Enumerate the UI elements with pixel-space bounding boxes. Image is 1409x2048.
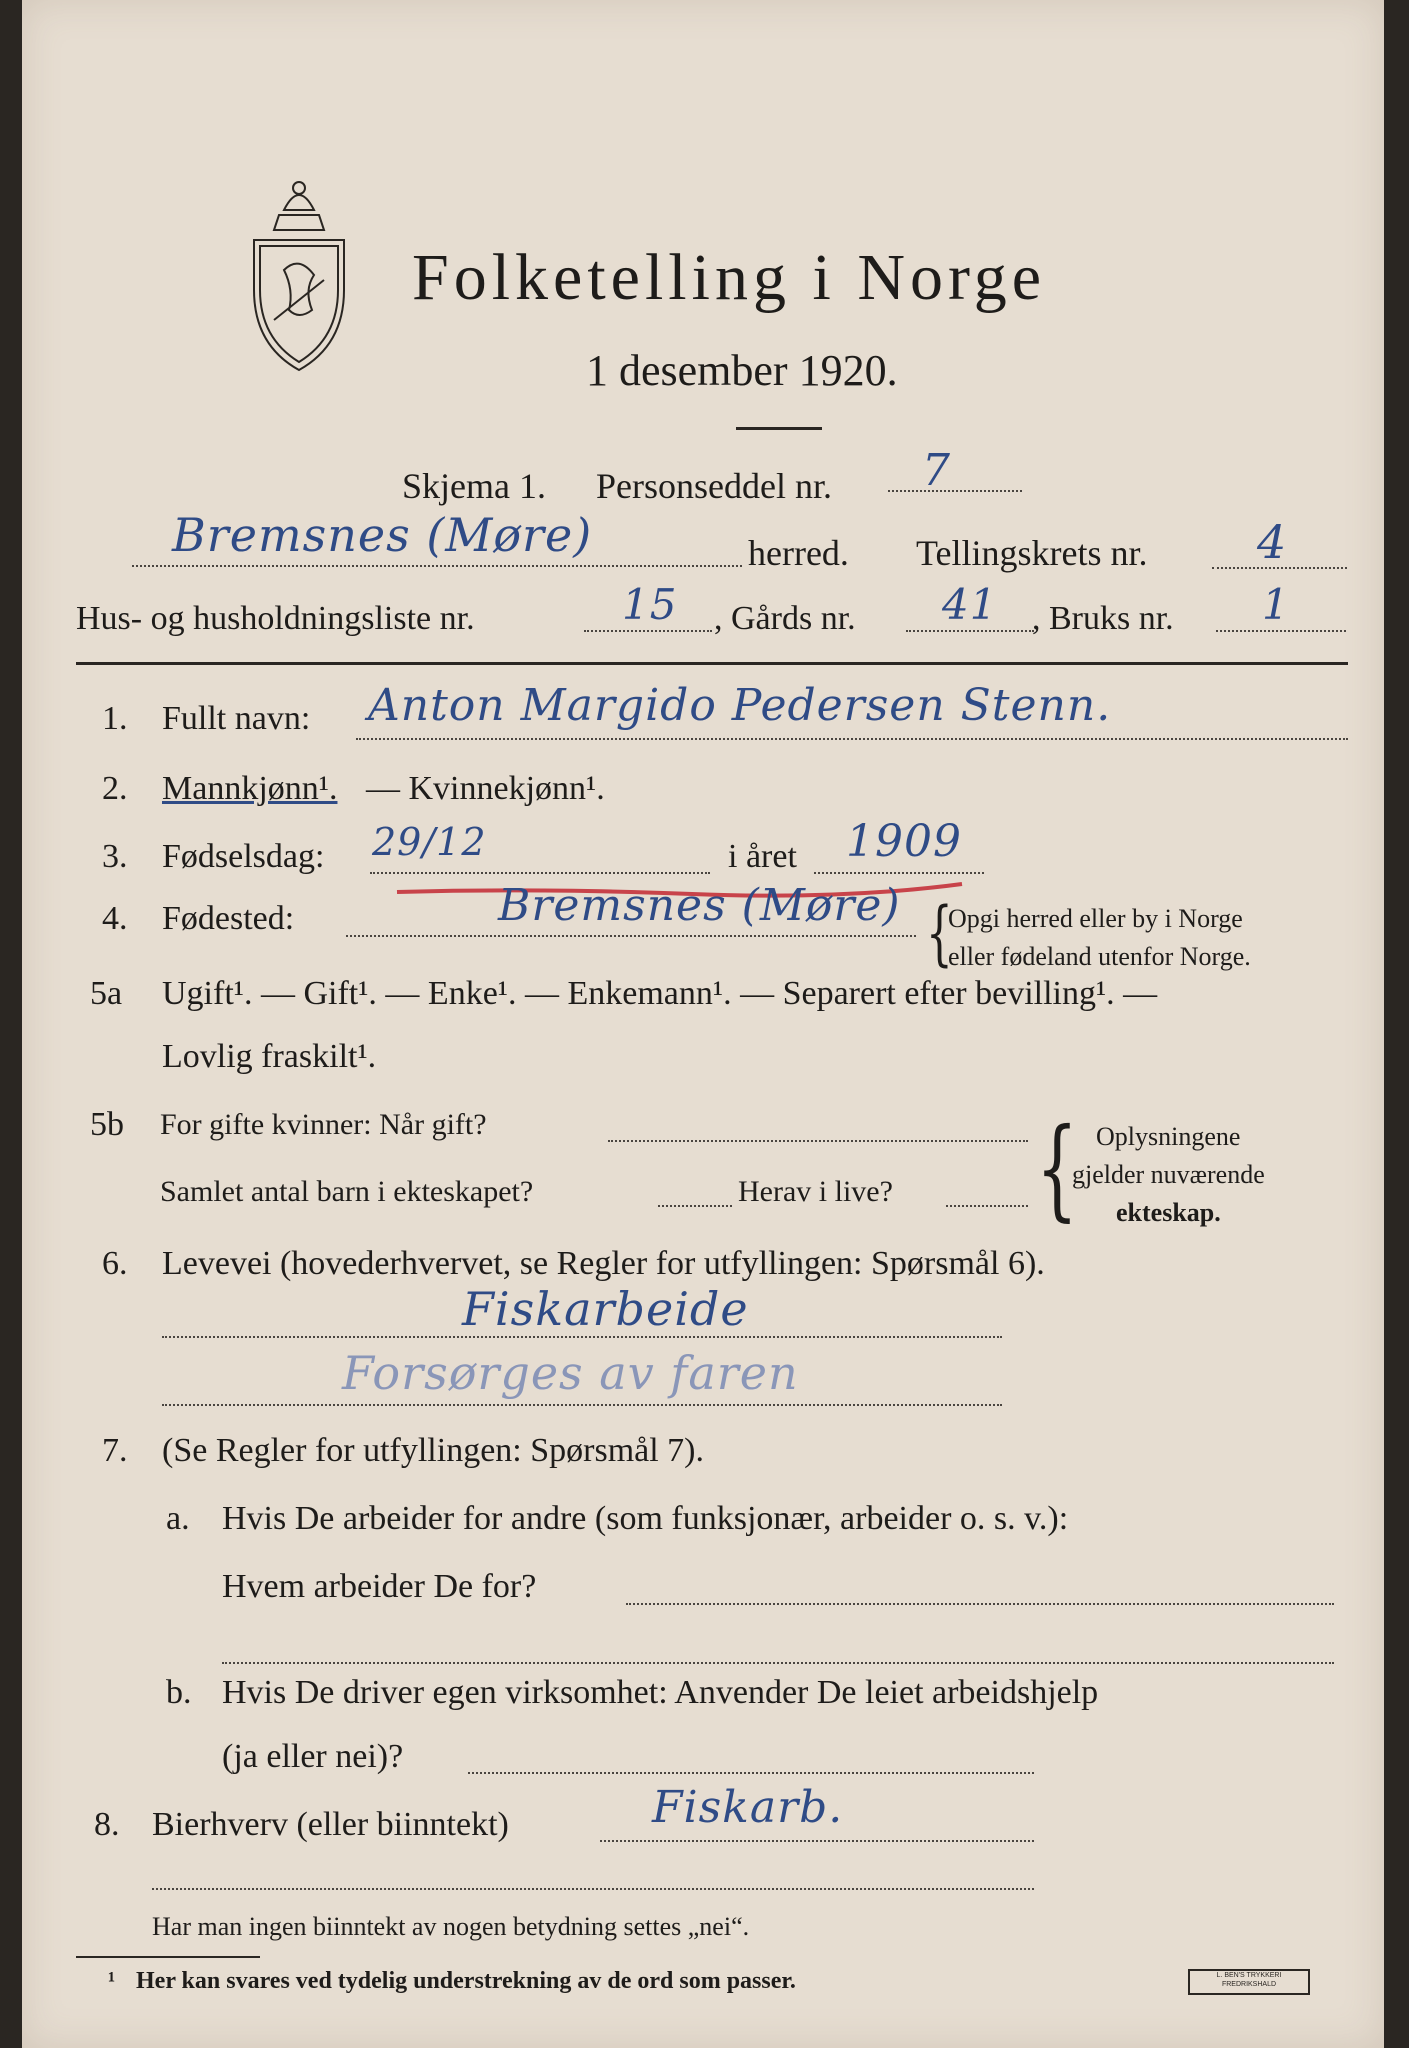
footnote-divider — [76, 1956, 260, 1958]
bruks-label: , Bruks nr. — [1032, 600, 1174, 637]
coat-of-arms-icon — [244, 170, 354, 380]
gaards-label: , Gårds nr. — [714, 600, 856, 637]
herred-line — [132, 565, 742, 567]
skjema-label: Skjema 1. — [402, 466, 546, 506]
q5b-children-total: Samlet antal barn i ekteskapet? — [160, 1175, 534, 1208]
q8-line2 — [152, 1888, 1034, 1890]
hus-value[interactable]: 15 — [622, 580, 678, 629]
q8-side-income-value[interactable]: Fiskarb. — [652, 1782, 844, 1833]
stamp-line2: FREDRIKSHALD — [1221, 1981, 1277, 1988]
q5b-note3: ekteskap. — [1116, 1198, 1221, 1227]
q5b-children-alive: Herav i live? — [738, 1175, 893, 1208]
q3-year-label: i året — [728, 838, 797, 875]
q5b-number: 5b — [90, 1106, 124, 1143]
q7a-line-2 — [222, 1662, 1334, 1664]
census-form-sheet — [22, 0, 1384, 2048]
section-divider — [76, 662, 1348, 665]
stamp-line1: L. BEN'S TRYKKERI — [1216, 1972, 1282, 1979]
hus-line — [584, 630, 712, 632]
q4-line — [346, 935, 916, 937]
gaards-line — [906, 630, 1034, 632]
title-divider — [736, 427, 822, 430]
q4-note-brace: { — [926, 892, 953, 974]
q7a-line1: Hvis De arbeider for andre (som funksjonær, arbeider o. s. v.): — [222, 1500, 1069, 1537]
q7a-line2: Hvem arbeider De for? — [222, 1568, 537, 1605]
q5a-options-line2[interactable]: Lovlig fraskilt¹. — [162, 1038, 377, 1075]
q4-note-line2: eller fødeland utenfor Norge. — [948, 942, 1251, 971]
q2-female-option[interactable]: — Kvinnekjønn¹. — [366, 770, 605, 807]
q8-label: Bierhverv (eller biinntekt) — [152, 1806, 509, 1843]
form-title: Folketelling i Norge — [412, 241, 1047, 314]
q6-number: 6. — [102, 1245, 128, 1282]
q5a-number: 5a — [90, 975, 123, 1012]
q8-note: Har man ingen biinntekt av nogen betydning settes „nei“. — [152, 1912, 750, 1941]
tellingskrets-label: Tellingskrets nr. — [916, 533, 1148, 573]
q1-label: Fullt navn: — [162, 700, 311, 737]
herred-label: herred. — [748, 533, 849, 573]
tellingskrets-value[interactable]: 4 — [1257, 515, 1288, 569]
q2-number: 2. — [102, 770, 128, 807]
q5b-note1: Oplysningene — [1096, 1122, 1241, 1151]
q5b-married-when-line — [608, 1140, 1028, 1142]
q7b-answer-line — [468, 1772, 1034, 1774]
q7b-number: b. — [166, 1674, 192, 1711]
q5b-note-brace: { — [1036, 1104, 1078, 1232]
q5b-children-total-line — [658, 1205, 732, 1207]
gaards-value[interactable]: 41 — [942, 580, 998, 629]
q6-label: Levevei (hovederhvervet, se Regler for utfyllingen: Spørsmål 6). — [162, 1245, 1045, 1282]
footnote-text: Her kan svares ved tydelig understrekning av de ord som passer. — [136, 1968, 796, 1994]
q4-note-line1: Opgi herred eller by i Norge — [948, 904, 1243, 933]
personseddel-label: Personseddel nr. — [596, 466, 832, 506]
q7a-number: a. — [166, 1500, 190, 1537]
personseddel-value[interactable]: 7 — [922, 445, 951, 496]
q3-birthday-value[interactable]: 29/12 — [372, 820, 487, 864]
q3-number: 3. — [102, 838, 128, 875]
q7b-line1: Hvis De driver egen virksomhet: Anvender De leiet arbeidshjelp — [222, 1674, 1099, 1711]
q4-birthplace-value[interactable]: Bremsnes (Møre) — [498, 880, 901, 931]
q2-male-option[interactable]: Mannkjønn¹. — [162, 770, 338, 807]
q5b-note2: gjelder nuværende — [1072, 1160, 1265, 1189]
q8-line1 — [600, 1840, 1034, 1842]
footnote-mark: ¹ — [108, 1968, 116, 1994]
q4-label: Fødested: — [162, 900, 295, 937]
q5b-children-alive-line — [946, 1205, 1028, 1207]
q8-number: 8. — [94, 1806, 120, 1843]
personseddel-line — [888, 490, 1022, 492]
q5b-married-when: For gifte kvinner: Når gift? — [160, 1108, 487, 1141]
q7-number: 7. — [102, 1432, 128, 1469]
q5a-options-line1[interactable]: Ugift¹. — Gift¹. — Enke¹. — Enkemann¹. — Separert efter bevilling¹. — — [162, 975, 1158, 1012]
q6-line2 — [162, 1404, 1002, 1406]
q3-year-value[interactable]: 1909 — [846, 816, 962, 867]
q4-number: 4. — [102, 900, 128, 937]
bruks-line — [1216, 630, 1346, 632]
q3-label: Fødselsdag: — [162, 838, 325, 875]
q6-occupation-value[interactable]: Fiskarbeide — [462, 1282, 749, 1336]
q7a-line-1 — [626, 1603, 1334, 1605]
herred-value[interactable]: Bremsnes (Møre) — [172, 508, 593, 562]
printer-stamp — [1188, 1969, 1310, 1995]
q1-line — [356, 738, 1348, 740]
q1-number: 1. — [102, 700, 128, 737]
bruks-value[interactable]: 1 — [1262, 580, 1290, 629]
form-date: 1 desember 1920. — [586, 346, 898, 395]
q1-full-name-value[interactable]: Anton Margido Pedersen Stenn. — [368, 680, 1112, 731]
q6-line1 — [162, 1336, 1002, 1338]
hus-label: Hus- og husholdningsliste nr. — [76, 600, 475, 637]
q6-supported-value[interactable]: Forsørges av faren — [342, 1346, 799, 1400]
q7b-line2: (ja eller nei)? — [222, 1738, 404, 1775]
q7-label: (Se Regler for utfyllingen: Spørsmål 7). — [162, 1432, 705, 1469]
